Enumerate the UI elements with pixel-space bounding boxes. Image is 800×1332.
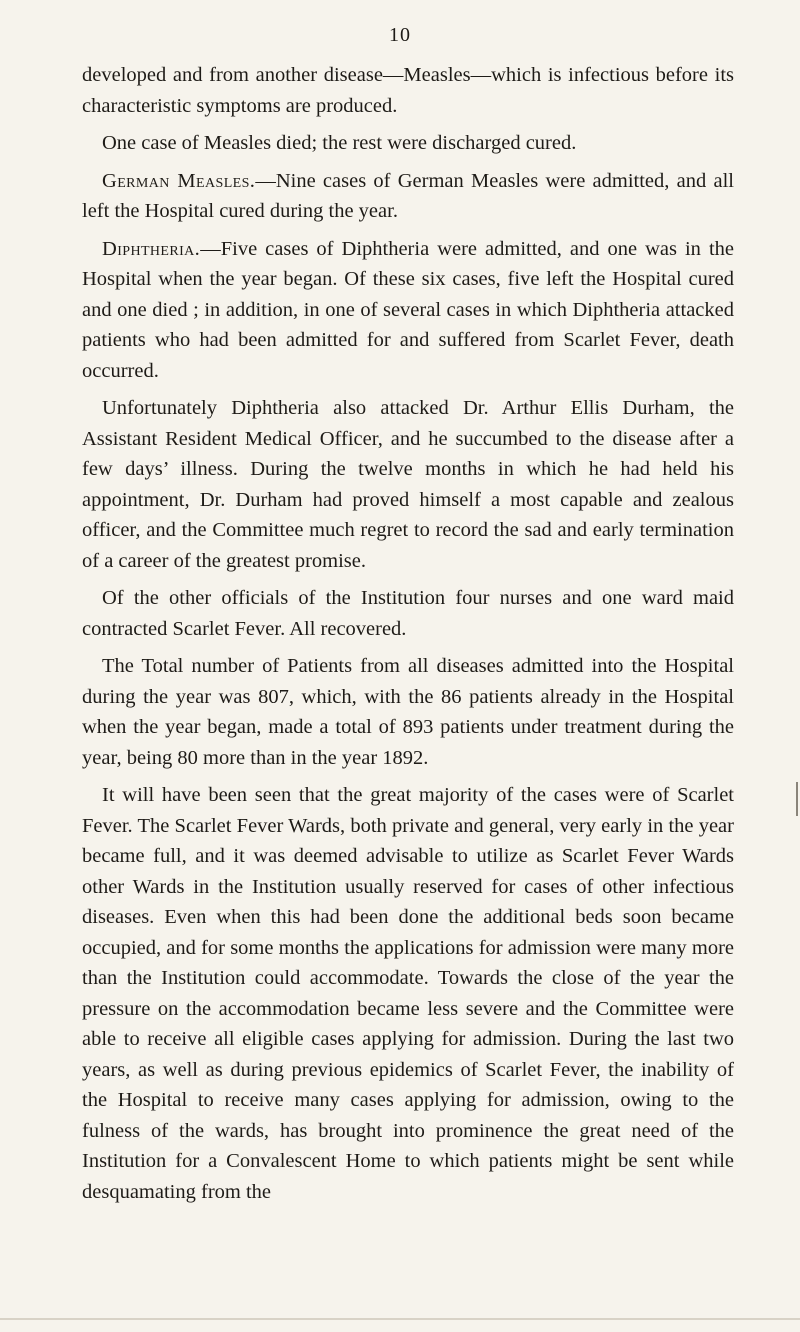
paragraph-german-measles <box>82 166 734 227</box>
page-number: 10 <box>389 24 411 46</box>
body-text <box>82 60 734 1207</box>
paragraph-total-patients: The Total number of Patients from all diseases admitted into the Hospital during the year was 807, which, with the 86 patients already in the Hospital when the year began, made a total of 893 patients under treatment during the year, being 80 more than in the year 1892. <box>82 655 734 769</box>
paragraph-measles-intro: developed and from another disease—Measles—which is infectious before its characteristic symptoms are produced. <box>82 64 734 117</box>
scan-margin-mark <box>796 782 798 816</box>
paragraph-diphtheria-text: —Five cases of Diphtheria were admitted, and one was in the Hospital when the year began. Of these six cases, five left the Hospital cured and one died ; in addition, in one of several cases in which Diphtheria attacked patients who had been admitted for and suffered from Scarlet Fever, death occurred. <box>82 237 734 382</box>
paragraph-measles-outcome: One case of Measles died; the rest were discharged cured. <box>102 132 577 154</box>
section-heading-diphtheria: Diphtheria. <box>102 237 201 260</box>
scan-bottom-edge <box>0 1318 800 1320</box>
section-heading-german-measles: German Measles. <box>102 169 256 192</box>
paragraph-officials: Of the other officials of the Institution four nurses and one ward maid contracted Scarlet Fever. All recovered. <box>82 587 734 640</box>
paragraph-german-measles-text: —Nine cases of German Measles were admitted, and all left the Hospital cured during the year. <box>82 169 734 222</box>
paragraph-diphtheria <box>82 234 734 387</box>
paragraph-dr-durham: Unfortunately Diphtheria also attacked Dr. Arthur Ellis Durham, the Assistant Resident Medical Officer, and he succumbed to the disease after a few days’ illness. During the twelve months in which he had held his appointment, Dr. Durham had proved himself a most capable and zealous officer, and the Committee much regret to record the sad and early termination of a career of the greatest promise. <box>82 397 734 572</box>
paragraph-scarlet-fever-wards: It will have been seen that the great majority of the cases were of Scarlet Fever. The Scarlet Fever Wards, both private and general, very early in the year became full, and it was deemed advisable to utilize as Scarlet Fever Wards other Wards in the Institution usually reserved for cases of other infectious diseases. Even when this had been done the additional beds soon became occupied, and for some months the applications for admission were many more than the Institution could accommodate. Towards the close of the year the pressure on the accommodation became less severe and the Committee were able to receive all eligible cases applying for admission. During the last two years, as well as during previous epidemics of Scarlet Fever, the inability of the Hospital to receive many cases applying for admission, owing to the fulness of the wards, has brought into prominence the great need of the Institution for a Convalescent Home to which patients might be sent while desquamating from the <box>82 784 734 1203</box>
